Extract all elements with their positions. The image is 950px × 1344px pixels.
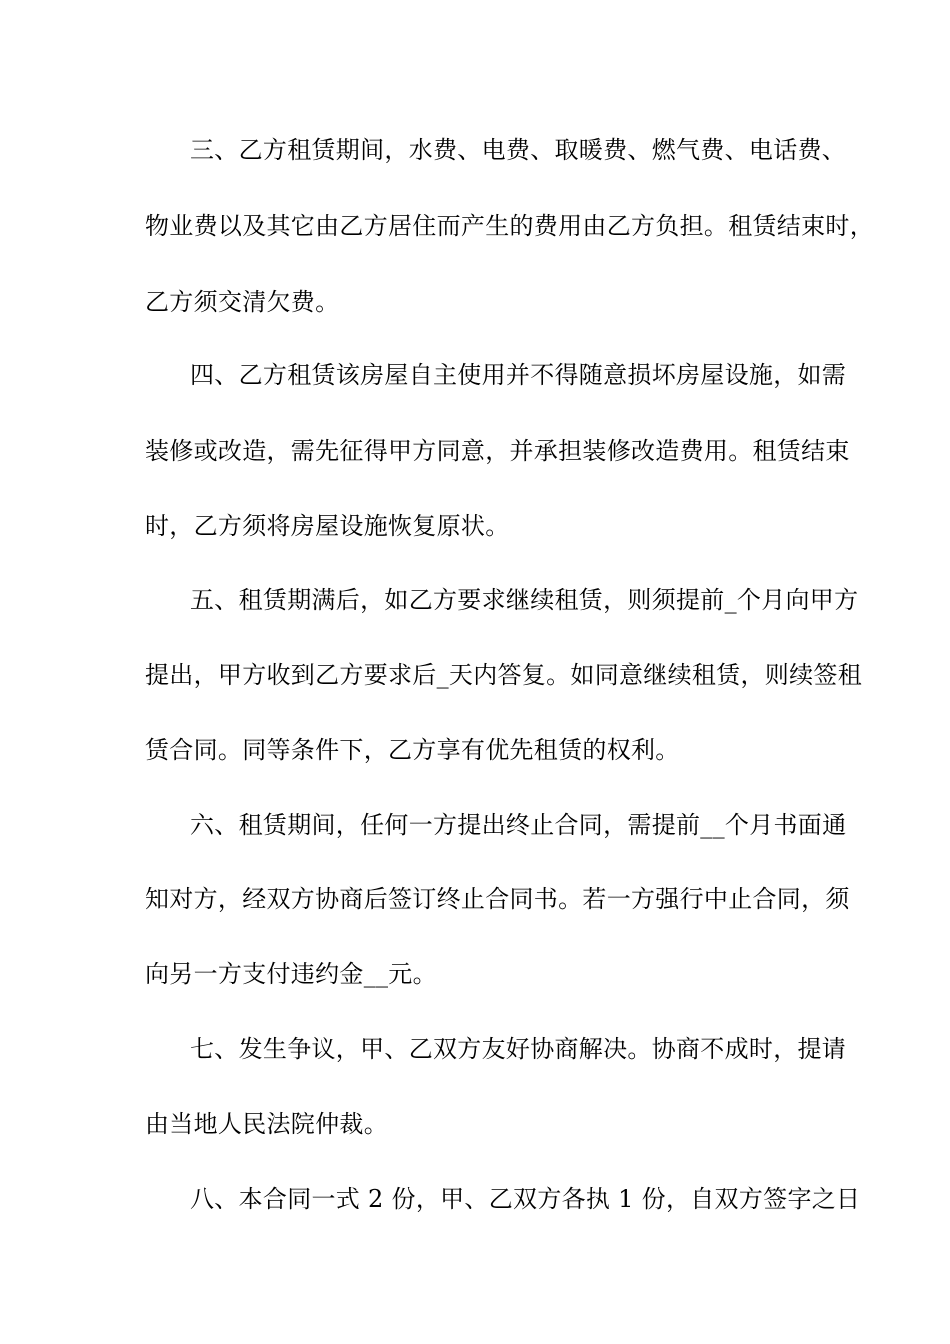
clause-4-line-3: 时，乙方须将房屋设施恢复原状。 bbox=[145, 512, 510, 540]
clause-3-line-3: 乙方须交清欠费。 bbox=[145, 288, 340, 316]
clause-6-line-2: 知对方，经双方协商后签订终止合同书。若一方强行中止合同，须 bbox=[145, 885, 850, 913]
clause-3-line-1: 三、乙方租赁期间，水费、电费、取暖费、燃气费、电话费、 bbox=[190, 136, 847, 164]
clause-6-line-1: 六、租赁期间，任何一方提出终止合同，需提前__个月书面通 bbox=[190, 811, 847, 839]
clause-5-line-1: 五、租赁期满后，如乙方要求继续租赁，则须提前_个月向甲方 bbox=[190, 586, 859, 614]
clause-6-line-3: 向另一方支付违约金__元。 bbox=[145, 960, 437, 988]
clause-5-line-3: 赁合同。同等条件下，乙方享有优先租赁的权利。 bbox=[145, 736, 680, 764]
clause-4-line-1: 四、乙方租赁该房屋自主使用并不得随意损坏房屋设施，如需 bbox=[190, 361, 847, 389]
clause-4-line-2: 装修或改造，需先征得甲方同意，并承担装修改造费用。租赁结束 bbox=[145, 437, 850, 465]
clause-3-line-2: 物业费以及其它由乙方居住而产生的费用由乙方负担。租赁结束时， bbox=[145, 212, 874, 240]
clause-5-line-2: 提出，甲方收到乙方要求后_天内答复。如同意继续租赁，则续签租 bbox=[145, 661, 862, 689]
clause-7-line-1: 七、发生争议，甲、乙双方友好协商解决。协商不成时，提请 bbox=[190, 1035, 847, 1063]
clause-7-line-2: 由当地人民法院仲裁。 bbox=[145, 1110, 388, 1138]
clause-8-line-1: 八、本合同一式 2 份，甲、乙双方各执 1 份，自双方签字之日 bbox=[190, 1185, 861, 1213]
